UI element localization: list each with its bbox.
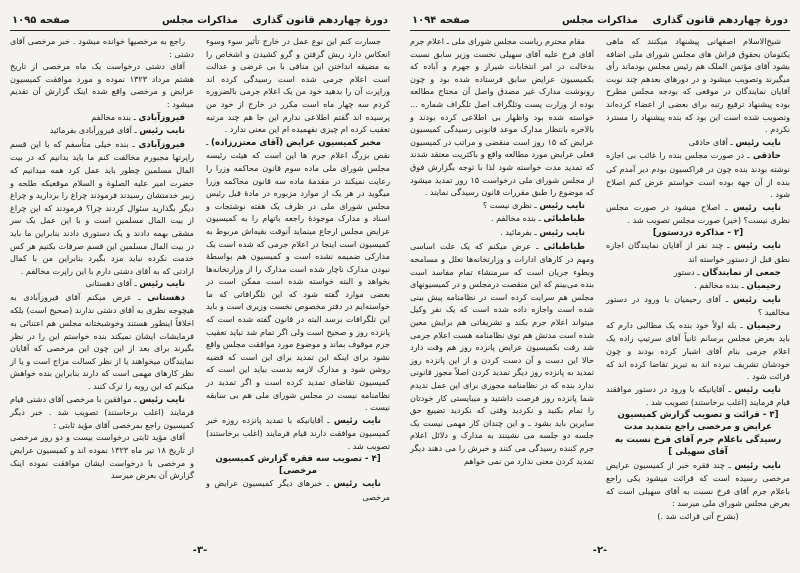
section-heading: [۲ - مذاکره دردستور] xyxy=(652,227,744,238)
speaker-name: نایب رئیس xyxy=(139,394,185,405)
page-left xyxy=(4,0,396,573)
speech-text: بنده مخالفم xyxy=(91,111,131,122)
speech-text: عرض میکنم آقای فیروزآبادی به هیچوجه نظری به آقای دشتی ندارند (صحیح است) بلکه اخلاقاً اینطور هستند وخوشبختانه مجلس هم اعتنائی به فرمایشات ایشان نمیکند بنده خواستم این را در نظر بگیرند برای بعد از این چون این مرخصی که آقایان نمایندگان میخواهند یا از نظر کسالت مزاج است و یا از نظر کارهای مهمی است که دارند بنابراین بنده خواهش میکنم که این رویه را ترک کنند . xyxy=(10,291,194,392)
speech-text: بله اولاً خود بنده یک مطالبی دارم که باید بعرض مجلس برسانم ثانیاً آقای سرتیپ زاده یک اعلام جرمی بنام آقای اشبار کرده بودند و چون خودشان تشریف نبرده اند به تبریز تقاضا کرده اند که قرائت شود . xyxy=(606,319,790,382)
body-paragraph: شیخ‌الاسلام اصفهانی پیشنهاد میکنند که ماهی یکتومان بحقوق فراش های مجلس شورای ملی اضافه بشود آقای مؤتمن الملک هم رئیس مجلس بودماند رأی میگیرند وتصویب میشود و در دورهای بعدهم چند نوبت آقایان نمایندگان در موقعی که بودجه مجلس مطرح بوده پیشنهاد ترفیع رتبه برای بعضی از اعضاء کرده‌اند وتصویب شده است این بود که بنده پیشنهاد را مسترد نکردم . xyxy=(606,36,790,135)
speech-text: خبرهای دیگر کمیسیون عرایض و مرخصی xyxy=(206,478,390,502)
speech-paragraph: نایب رئیس ـ چند نفر از آقایان نمایندگان اجازه نطق قبل از دستور خواسته اند xyxy=(606,240,790,264)
speech-text: نظری نیست ؟ xyxy=(482,199,532,210)
speech-paragraph: طباطبائی ـ عرض میکنم که یک علت اساسی ومهم در کارهای ادارات و وزارتخانه‌ها تعلل و مسامحه وبطوء جریان است که سرمنشاء تمام مفاسد است بنده می‌بینم که این منقصت درمجلس و در کمیسیونهای مجلس هم سرایت کرده است در نظامنامه پیش بینی شده است واجازه داده شده است که یک نفر وکیل میتواند اعلام جرم بکند و تشریفاتی هم برایش معین شده است مدتش هم توی نظامنامه هست اعلام جرمی شد رفت بکمیسیون عرایض پانزده روز هم وقت دارد حالا این دست و آن دست کردن و از این پانزده روز تمدید به پانزده روز دیگر تمدید کردن اصلاً مجوز قانونی ندارد بنده که در نظامنامه مجوزی برای این عمل ندیدم شما پانزده روز فرصت داشتید و میبایستی کار خودتان را تمام بکنید و نکردید وقتی که نکردید تضییع حق سایرین باید بشود ـ و این چندان کار مهمی نیست یک جلسه دو جلسه می نشینند به مدارک و دلائل اعلام جرم کننده رسیدگی می کنند و خبرش را می دهند دیگر تمدید کردن معنی ندارد من نمی خواهم xyxy=(410,240,594,466)
speech-text: موافقین با مرخصی آقای دشتی قیام فرمایند (اغلب برخاستند) تصویب شد . خبر دیگر کمیسیون راجع بمرخصی آقای مؤید ثابتی : xyxy=(10,393,194,430)
speaker-name: رحیمیان xyxy=(746,320,781,331)
speech-text: چند نفر از آقایان نمایندگان اجازه نطق قبل از دستور خواسته اند xyxy=(606,240,790,264)
speech-text: آقایانیکه با ورود در دستور موافقند قیام فرمایند (اغلب برخاستند) تصویب شد . xyxy=(606,383,790,408)
speech-paragraph: فیروزآبادی ـ بنده خیلی متأسفم که با این قسم راپرتها مجبورم مخالفت کنم ما باید بدانیم که در بیت المال مسلمین چطور باید عمل کرد همه میدانیم که حضرت امیر علیه الصلوة و السلام موقعیکه طلحه و زبیر خدمتشان رسیدند فرمودند چراغ را بردارید و چراغ دیگر بگذارید سئوال کردند چرا؟ فرمودند که این چراغ از بیت المال مسلمین است و با این عمل یک سر مشقی بهمه دادند و یک دستوری دادند بنابراین ما باید در بیت المال مسلمین این قسم صرفات بکنیم هر کس خدمت نکرده نباید مزد بگیرد بنابراین من با کمال ارادتی که به آقای دشتی دارم با این راپرت مخالفم . xyxy=(10,138,194,276)
speaker-name: مخبر کمیسیون عرایض (آقای معتزرزاده) xyxy=(211,137,381,148)
speech-paragraph: نایب رئیس ـ آقای فیروزآبادی بفرمائید xyxy=(49,125,185,137)
speaker-name: نایب رئیس xyxy=(539,227,585,238)
speaker-name: دهستانی xyxy=(147,292,185,303)
speaker-name: نایب رئیس xyxy=(333,415,381,426)
speech-paragraph: نایب رئیس ـ اصلاح میشود در صورت مجلس نظری نیست؟ (خیر) صورت مجلس تصویب شد . xyxy=(606,201,790,226)
section-heading: [۴ - تصویب سه فقره گزارش کمیسیون مرخصی] xyxy=(215,453,381,476)
speech-paragraph: رحیمیان ـ بله اولاً خود بنده یک مطالبی دارم که باید بعرض مجلس برسانم ثانیاً آقای سرتیپ زاده یک اعلام جرمی بنام آقای اشبار کرده بودند و چون خودشان تشریف نبرده اند به تبریز تقاضا کرده اند که قرائت شود . xyxy=(606,319,790,382)
speech-paragraph: نایب رئیس ـ خبرهای دیگر کمیسیون عرایض و مرخصی xyxy=(206,478,390,502)
speech-paragraph: طباطبائی ـ بنده مخالفم . xyxy=(490,213,585,225)
speech-text: دستور xyxy=(673,266,695,277)
speaker-name: نایب رئیس xyxy=(539,200,585,211)
text-columns xyxy=(10,35,390,504)
text-column xyxy=(410,35,594,523)
speech-paragraph: نایب رئیس ـ آقایانیکه با ورود در دستور موافقند قیام فرمایند (اغلب برخاستند) تصویب شد . xyxy=(606,383,790,408)
speech-text: اصلاح میشود در صورت مجلس نظری نیست؟ (خیر) صورت مجلس تصویب شد . xyxy=(606,201,790,226)
speech-text: چند فقره خبر از کمیسیون عرایض مرخصی رسیده است که قرائت میشود یکی راجع باعلام جرم آقای فرخ نسبت به آقای سهیلی است که بعرض مجلس شورای ملی میرسد : xyxy=(606,459,790,509)
speaker-name: نایب رئیس xyxy=(732,202,781,213)
speaker-name: رحیمیان xyxy=(746,281,781,292)
speech-paragraph: نایب رئیس ـ آقایانیکه با تمدید پانزده روزه خبر کمیسیون موافقت دارند قیام فرمایند (اغلب برخاستند) تصویب شد . xyxy=(206,414,390,451)
speaker-name: جمعی از نمایندگان xyxy=(702,267,781,278)
speaker-name: نایب رئیس xyxy=(733,294,781,305)
header-title: مذاکرات مجلس xyxy=(161,15,239,26)
speech-text: آقایانیکه با تمدید پانزده روزه خبر کمیسیون موافقت دارند قیام فرمایند (اغلب برخاستند) تصویب شد . xyxy=(206,414,390,451)
speech-text: در صورت مجلس بنده را غائب بی اجازه نوشته بودند بنده چون در فراکسیون بودم دیر آمدم کی بنده از آن جهة بوده است خواستم عرض کنم اصلاح شود . xyxy=(606,150,790,200)
header-page-number: صفحه ۱۰۹۵ xyxy=(12,15,71,26)
header-title: مذاکرات مجلس xyxy=(561,15,639,26)
speaker-name: نایب رئیس xyxy=(333,479,381,490)
speech-paragraph: نایب رئیس ـ آقای حاذقی xyxy=(688,136,781,148)
speaker-name: نایب رئیس xyxy=(734,460,781,471)
page-footer-number: -۲- xyxy=(592,545,608,556)
speech-paragraph: فیروزآبادی ـ بنده مخالفم xyxy=(91,111,185,123)
speech-text: نقص بزرگ اعلام جرم ها این است که هیئت رئیسه مجلس شورای ملی ماده سوم قانون محاکمه وزرا را رعایت نمیکند در مقدمهٔ ماده سه قانون محاکمه وزرا میگوید در هر یک از موارد مزبوره در مادهٔ قبل رئیس مجلس شورای ملی در ظرف یک هفته نوشتجات و اسناد و مدارک موجودهٔ راجعه باتهام را به کمیسیون عرایض مجلس ارجاع مینماید آنوقت بقیه‌اش مربوط به کمیسیون است اینجا در اعلام جرمی که شده است یک مدارکی ضمیمه نشده است و کمیسیون هم بواسطهٔ نبودن مدارک ناچار شده است مدارک را از وزارتخانه‌ها بخواهد و البته خواسته شده است ممکن است در بعضی موارد گفته شود که این تلگرافاتی که ما خواسته‌ایم در دفتر مخصوص نخست وزیری است و باید این تلگرافات برسد البته در قانون گفته شده است که پانزده روز و صحیح است ولی اگر تمام شد نباید تعقیب جرم موقوف بماند و موضوع مورد موافقت مجلس واقع نشود برای اینکه این تمدید برای این است که قضیه روشن شود و مدارک لازمه بدست بیاید این است که کمیسیون تقاضای تمدید کرده است و اگر تمدید در نظامنامه نیست در مجلس شورای ملی هم بی سابقه نیست . xyxy=(206,150,390,413)
speaker-name: فیروزآبادی xyxy=(138,112,185,123)
speech-paragraph: نایب رئیس ـ چند فقره خبر از کمیسیون عرایض مرخصی رسیده است که قرائت میشود یکی راجع باعلام جرم آقای فرخ نسبت به آقای سهیلی است که بعرض مجلس شورای ملی میرسد : xyxy=(606,459,790,509)
centered-note: (بشرح آتی قرائت شد .) xyxy=(657,511,739,522)
page-header xyxy=(10,10,390,31)
speaker-name: نایب رئیس xyxy=(735,137,781,148)
speaker-name: فیروزآبادی xyxy=(138,139,185,150)
text-column xyxy=(10,35,194,504)
header-page-number: صفحه ۱۰۹۴ xyxy=(412,15,471,26)
speaker-name: طباطبائی xyxy=(543,214,585,225)
speaker-name: نایب رئیس xyxy=(733,241,781,252)
speech-paragraph: مخبر کمیسیون عرایض (آقای معتزرزاده) ـ نقص بزرگ اعلام جرم ها این است که هیئت رئیسه مجلس شورای ملی ماده سوم قانون محاکمه وزرا را رعایت نمیکند در مقدمهٔ ماده سه قانون محاکمه وزرا میگوید در هر یک از موارد مزبوره در مادهٔ قبل رئیس مجلس شورای ملی در ظرف یک هفته نوشتجات و اسناد و مدارک موجودهٔ راجعه باتهام را به کمیسیون عرایض مجلس ارجاع مینماید آنوقت بقیه‌اش مربوط به کمیسیون است اینجا در اعلام جرمی که شده است یک مدارکی ضمیمه نشده است و کمیسیون هم بواسطهٔ نبودن مدارک ناچار شده است مدارک را از وزارتخانه‌ها بخواهد و البته خواسته شده است ممکن است در بعضی موارد گفته شود که این تلگرافاتی که ما خواسته‌ایم در دفتر مخصوص نخست وزیری است و باید این تلگرافات برسد البته در قانون گفته شده است که پانزده روز و صحیح است ولی اگر تمام شد نباید تعقیب جرم موقوف بماند و موضوع مورد موافقت مجلس واقع نشود برای اینکه این تمدید برای این است که قضیه روشن شود و مدارک لازمه بدست بیاید این است که کمیسیون تقاضای تمدید کرده است و اگر تمدید در نظامنامه نیست در مجلس شورای ملی هم بی سابقه نیست . xyxy=(206,136,390,413)
header-volume: دورهٔ چهاردهم قانون گذاری xyxy=(252,15,388,26)
speech-paragraph: نایب رئیس ـ نظری نیست ؟ xyxy=(482,199,585,211)
speech-paragraph: دهستانی ـ عرض میکنم آقای فیروزآبادی به هیچوجه نظری به آقای دشتی ندارند (صحیح است) بلکه اخلاقاً اینطور هستند وخوشبختانه مجلس هم اعتنائی به فرمایشات ایشان نمیکند بنده خواستم این را در نظر بگیرند برای بعد از این چون این مرخصی که آقایان نمایندگان میخواهند یا از نظر کسالت مزاج است و یا از نظر کارهای مهمی است که دارند بنابراین بنده خواهش میکنم که این رویه را ترک کنند . xyxy=(10,291,194,392)
speech-text: آقای حاذقی xyxy=(688,136,728,147)
speaker-name: نایب رئیس xyxy=(139,126,185,137)
speech-text: بنده خیلی متأسفم که با این قسم راپرتها مجبورم مخالفت کنم ما باید بدانیم که در بیت المال مسلمین چطور باید عمل کرد همه میدانیم که حضرت امیر علیه الصلوة و السلام موقعیکه طلحه و زبیر خدمتشان رسیدند فرمودند چراغ را بردارید و چراغ دیگر بگذارید سئوال کردند چرا؟ فرمودند که این چراغ از بیت المال مسلمین است و با این عمل یک سر مشقی بهمه دادند و یک دستوری دادند بنابراین ما باید در بیت المال مسلمین این قسم صرفات بکنیم هر کس خدمت نکرده نباید مزد بگیرد بنابراین من با کمال ارادتی که به آقای دشتی دارم با این راپرت مخالفم . xyxy=(10,138,194,276)
speech-paragraph: نایب رئیس ـ آقای رحیمیان با ورود در دستور مخالفید ؟ xyxy=(606,293,790,318)
speech-paragraph: نایب رئیس ـ آقای دهستانی xyxy=(85,278,185,290)
speaker-name: نایب رئیس xyxy=(734,384,781,395)
page-footer-number: -۳- xyxy=(192,545,208,556)
body-paragraph: آقای مؤید ثابتی درخواست بیست و دو روز مرخصی از تاریخ ۱۸ تیر ماه ۱۳۲۳ نموده اند و کمیسیون عرایض و مرخصی با درخواست ایشان موافقت نموده اینک گزارش آن بعرض میرسد xyxy=(10,432,194,481)
text-column xyxy=(606,35,790,523)
speech-text: آقای فیروزآبادی بفرمائید xyxy=(49,125,132,136)
text-column xyxy=(206,35,390,504)
speech-paragraph: رحیمیان ـ بنده مخالفم . xyxy=(694,280,781,292)
speech-paragraph: نایب رئیس ـ بفرمائید . xyxy=(500,226,585,238)
speech-paragraph: حاذقی ـ در صورت مجلس بنده را غائب بی اجازه نوشته بودند بنده چون در فراکسیون بودم دیر آمدم کی بنده از آن جهة بوده است خواستم عرض کنم اصلاح شود . xyxy=(606,150,790,200)
text-columns xyxy=(410,35,790,523)
speaker-name: حاذقی xyxy=(752,151,781,162)
speech-text: عرض میکنم که یک علت اساسی ومهم در کارهای ادارات و وزارتخانه‌ها تعلل و مسامحه وبطوء جریان است که سرمنشاء تمام مفاسد است بنده می‌بینم که این منقصت درمجلس و در کمیسیونهای مجلس هم سرایت کرده است در نظامنامه پیش بینی شده است واجازه داده شده است که یک نفر وکیل میتواند اعلام جرم بکند و تشریفاتی هم برایش معین شده است مدتش هم توی نظامنامه هست اعلام جرمی شد رفت بکمیسیون عرایض پانزده روز هم وقت دارد حالا این دست و آن دست کردن و از این پانزده روز تمدید به پانزده روز دیگر تمدید کردن اصلاً مجوز قانونی ندارد بنده که در نظامنامه مجوزی برای این عمل ندیدم شما پانزده روز فرصت داشتید و میبایستی کار خودتان را تمام بکنید و نکردید وقتی که نکردید تضییع حق سایرین باید بشود ـ و این چندان کار مهمی نیست یک جلسه دو جلسه می نشینند به مدارک و دلائل اعلام جرم کننده رسیدگی می کنند و خبرش را می دهند دیگر تمدید کردن معنی ندارد من نمی خواهم xyxy=(410,240,594,466)
speech-text: بفرمائید . xyxy=(500,226,532,237)
body-paragraph: جسارت کنم این نوع عمل در خارج تأثیر سوء وسوء انعکاس دارد ریش گرفتن و گرو کشیدن و اشخاص را به مضیقه انداختن این منافی با بی غرضی و عدالت است اعلام جرمی شده است رسیدگی کرده اند وراپرت آن را بدهید خود من یک اعلام جرمی بالضروره کردم سه چهار ماه است مکرر در خارج از خود من پرسیده اند گفتم اطلاعی ندارم این جا هم چند مرتبه تعقیب کرده ام چیزی نفهمیده ام این معنی ندارد . xyxy=(206,36,390,135)
speech-text: آقای رحیمیان با ورود در دستور مخالفید ؟ xyxy=(606,293,790,318)
body-paragraph: آقای دشتی درخواست یک ماه مرخصی از تاریخ هشتم مرداد ۱۳۲۳ نموده و مورد موافقت کمیسیون عرایض و مرخصی واقع شده اینک گزارش آن تقدیم میشود : xyxy=(10,61,194,109)
speech-text: بنده مخالفم . xyxy=(694,280,739,291)
speech-text: آقای دهستانی xyxy=(85,278,132,289)
speech-paragraph: جمعی از نمایندگان ـ دستور xyxy=(673,266,781,278)
speech-text: بنده مخالفم . xyxy=(490,213,536,224)
speaker-name: طباطبائی xyxy=(543,241,585,252)
page-right xyxy=(404,0,796,573)
speech-paragraph: نایب رئیس ـ موافقین با مرخصی آقای دشتی قیام فرمایند (اغلب برخاستند) تصویب شد . خبر دیگر کمیسیون راجع بمرخصی آقای مؤید ثابتی : xyxy=(10,393,194,430)
page-header xyxy=(410,10,790,31)
speaker-name: نایب رئیس xyxy=(139,279,185,290)
body-paragraph: مقام محترم ریاست مجلس شورای ملی ـ اعلام جرم آقای فرخ علیه آقای سهیلی نخست وزیر سابق نسبت بدخالت در امر انتخابات شیراز و جهرم و آباده که بکمیسیون عرایض سابق فرستاده شده بود و چون رونوشت مدارک غیر مصدق واصل آن محتاج مطالعه بوده از وزارت پست وتلگراف اصل تلگراف شماره ... خواسته شده بود واظهار بی اطلاعی کرده بودند و بالاخره بانتظار مدارک موعد قانونی رسیدگی کمیسیون عرایض که ۱۵ روز است منقضی و مراتب در کمیسیون فعلی عرایض مورد مطالعه واقع و باکثریت معتقد شدند که تمدید مدت خواسته شود لذا با توجه بگزارش فوق از مجلس شورای ملی درخواست ۱۵ روز تمدید میشود که موضوع را طبق مقررات قانون رسیدگی نمایند . xyxy=(410,36,594,198)
section-heading: [۳ - قرائت و تصویب گزارش کمیسیون عرایض و مرخصی راجع بتمدید مدت رسیدگی باعلام جرم آقای فرخ نسبت به آقای سهیلی ] xyxy=(614,410,782,458)
body-paragraph: راجع به مرخصیها خوانده میشود . خبر مرخصی آقای دشتی : xyxy=(10,36,194,59)
header-volume: دورهٔ چهاردهم قانون گذاری xyxy=(652,15,788,26)
